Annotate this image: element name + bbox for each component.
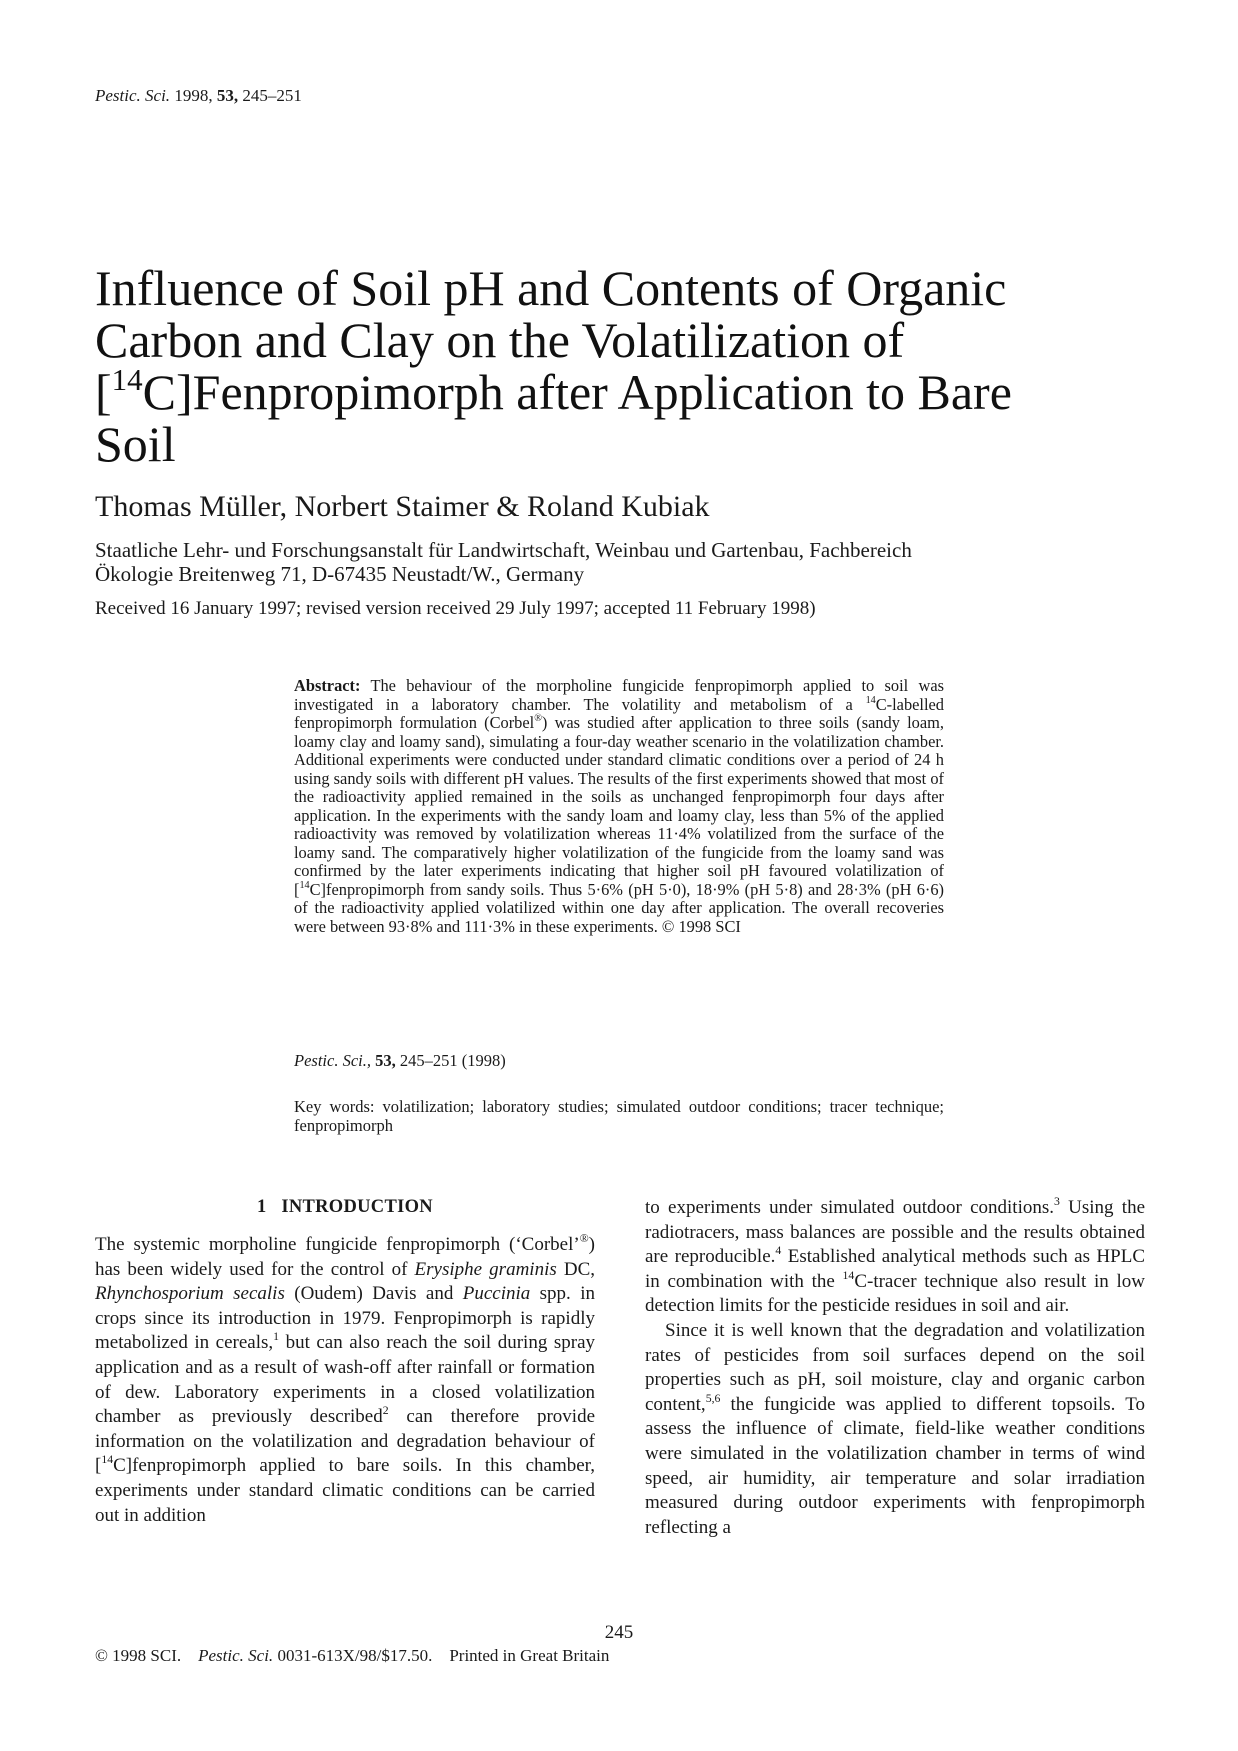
affiliation-line-1: Staatliche Lehr- und Forschungsanstalt für Landwirtschaft, Weinbau und Gartenbau, Fachbereich <box>95 538 912 562</box>
footer: © 1998 SCI. Pestic. Sci. 0031-613X/98/$17.50. Printed in Great Britain <box>95 1646 610 1665</box>
received-dates: Received 16 January 1997; revised version received 29 July 1997; accepted 11 February 1998) <box>95 598 816 619</box>
citation-pages: 245–251 <box>242 86 302 105</box>
running-citation <box>95 86 302 106</box>
title-line-2: Carbon and Clay on the Volatilization of <box>95 312 905 368</box>
authors: Thomas Müller, Norbert Staimer & Roland Kubiak <box>95 490 710 523</box>
right-column-text <box>645 1196 1145 1540</box>
keywords: Key words: volatilization; laboratory studies; simulated outdoor conditions; tracer technique; fenpropimorph <box>294 1097 944 1135</box>
affiliation-line-2: Ökologie Breitenweg 71, D-67435 Neustadt/W., Germany <box>95 562 585 586</box>
section-heading-introduction: 1 INTRODUCTION <box>257 1197 433 1217</box>
abstract: Abstract: The behaviour of the morpholine fungicide fenpropimorph applied to soil was investigated in a laboratory chamber. The volatility and metabolism of a $^{14}$C-labelled fenpropimorph formulation (Corbel®) was studied after application to three soils (sandy loam, loamy clay and loamy sand), simulating a four-day weather scenario in the volatilization chamber. Additional experiments were conducted under standard climatic conditions over a period of 24 h using sandy soils with different pH values. The results of the first experiments showed that most of the radioactivity applied remained in the soils as unchanged fenpropimorph four days after application. In the experiments with the sandy loam and loamy clay, less than 5% of the applied radioactivity was removed by volatilization whereas 11·4% volatilized from the surface of the loamy sand. The comparatively higher volatilization of the fungicide from the loamy sand was confirmed by the later experiments indicating that higher soil pH favoured volatilization of [$^{14}$C]fenpropimorph from sandy soils. Thus 5·6% (pH 5·0), 18·9% (pH 5·8) and 28·3% (pH 6·6) of the radioactivity applied volatilized within one day after application. The overall recoveries were between 93·8% and 111·3% in these experiments. © 1998 SCI <box>294 676 945 936</box>
citation-journal: Pestic. Sci. <box>95 86 171 105</box>
page-number: 245 <box>604 1622 634 1643</box>
paragraph: to experiments under simulated outdoor conditions.$^3$ Using the radiotracers, mass balances are possible and the results obtained are reproducible.$^4$ Established analytical methods such as HPLC in combination with the $^{14}$C-tracer technique also result in low detection limits for the pesticide residues in soil and air. <box>645 1195 1145 1317</box>
citation-year: 1998, <box>174 86 213 105</box>
left-column-text: The systemic morpholine fungicide fenpropimorph (‘Corbel’®) has been widely used for the control of Erysiphe graminis DC, Rhynchosporium secalis (Oudem) Davis and Puccinia spp. in crops since its introduction in 1979. Fenpropimorph is rapidly metabolized in cereals,$^1$ but can also reach the soil during spray application and as a result of wash-off after rainfall or formation of dew. Laboratory experiments in a closed volatilization chamber as previously described$^2$ can therefore provide information on the volatilization and degradation behaviour of [$^{14}$C]fenpropimorph applied to bare soils. In this chamber, experiments under standard climatic conditions can be carried out in addition <box>95 1232 596 1526</box>
title-line-4: Soil <box>95 416 176 472</box>
paragraph: Since it is well known that the degradation and volatilization rates of pesticides from soil surfaces depend on the soil properties such as pH, soil moisture, clay and organic carbon content,$^{5,6}$ the fungicide was applied to different topsoils. To assess the influence of climate, field-like weather conditions were simulated in the volatilization chamber in terms of wind speed, air humidity, air temperature and solar irradiation measured during outdoor experiments with fenpropimorph reflecting a <box>645 1319 1145 1538</box>
affiliation <box>95 538 1155 586</box>
title-line-1: Influence of Soil pH and Contents of Organic <box>95 260 1007 316</box>
article-title <box>95 262 1175 470</box>
citation-volume: 53, <box>216 86 239 105</box>
abstract-label: Abstract: <box>294 676 361 695</box>
abstract-citation: Pestic. Sci., 53, 245–251 (1998) <box>294 1051 506 1070</box>
title-line-3: [$^{14}$C]Fenpropimorph after Application to Bare <box>95 361 1012 420</box>
